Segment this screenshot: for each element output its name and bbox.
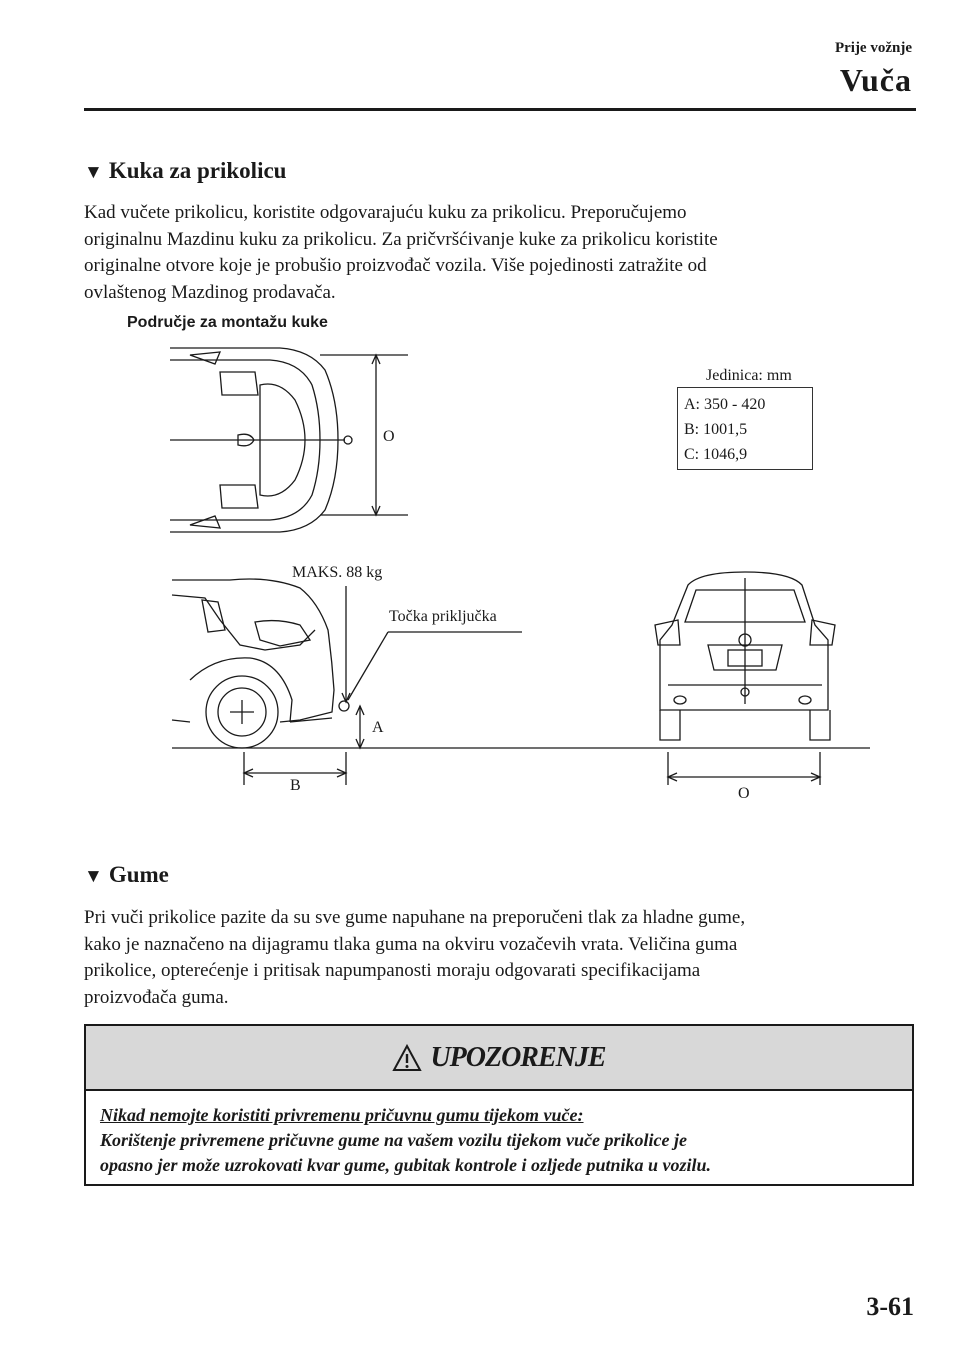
label-a: A [372, 719, 384, 736]
page-number: 3-61 [866, 1292, 914, 1321]
hitch-line: Kad vučete prikolicu, koristite odgovarajuću kuku za prikolicu. Preporučujemo [84, 202, 687, 223]
diagram-title: Područje za montažu kuke [127, 314, 328, 331]
tires-line: Pri vuči prikolice pazite da su sve gume napuhane na preporučeni tlak za hladne gume, [84, 907, 746, 928]
car-top-view [170, 348, 352, 532]
tires-heading-text: Gume [108, 862, 169, 887]
hitch-line: ovlaštenog Mazdinog prodavača. [84, 281, 336, 303]
label-b: B [290, 777, 301, 794]
tires-line: kako je naznačeno na dijagramu tlaka guma na okviru vozačevih vrata. Veličina guma [84, 933, 738, 955]
label-max-load: MAKS. 88 kg [292, 564, 383, 581]
dimension-values-box [677, 387, 813, 470]
tires-heading [84, 862, 169, 888]
unit-label: Jedinica: mm [706, 367, 792, 384]
warning-line: Korištenje privremene pričuvne gume na vašem vozilu tijekom vuče prikolice je [100, 1130, 687, 1150]
value-a: A: 350 - 420 [684, 396, 766, 413]
hitch-paragraph [84, 200, 904, 306]
hitch-line: originalnu Mazdinu kuku za prikolicu. Za pričvršćivanje kuke za prikolicu koristite [84, 228, 718, 250]
tires-line: proizvođača guma. [84, 986, 229, 1008]
header-rule [84, 108, 916, 111]
chapter-title: Prije vožnje [834, 40, 912, 56]
label-o-top: O [383, 428, 395, 445]
car-side-view [172, 579, 334, 748]
hitch-point-marker [339, 701, 349, 711]
warning-title: UPOZORENJE [430, 1041, 606, 1073]
label-o-bottom: O [738, 785, 750, 802]
value-c: C: 1046,9 [684, 446, 748, 463]
hitch-heading-text: Kuka za prikolicu [108, 158, 287, 183]
warning-heading: Nikad nemojte koristiti privremenu pričuvnu gumu tijekom vuče: [100, 1105, 584, 1125]
hitch-heading [84, 158, 286, 184]
section-title: Vuča [839, 62, 912, 98]
tires-paragraph [84, 905, 904, 1011]
hitch-line: originalne otvore koje je probušio proizvođač vozila. Više pojedinosti zatražite od [84, 255, 707, 276]
label-hitch-point: Točka priključka [389, 608, 497, 625]
triangle-down-icon: ▼ [84, 162, 103, 183]
warning-header [86, 1026, 912, 1091]
tires-line: prikolice, opterećenje i pritisak napumpanosti moraju odgovarati specifikacijama [84, 960, 701, 981]
warning-line: opasno jer može uzrokovati kvar gume, gubitak kontrole i ozljede putnika u vozilu. [100, 1155, 712, 1175]
triangle-down-icon: ▼ [84, 866, 103, 887]
warning-body [86, 1091, 912, 1178]
value-b: B: 1001,5 [684, 421, 748, 438]
warning-triangle-icon [392, 1044, 422, 1072]
hitch-leader [348, 632, 388, 700]
warning-box [84, 1024, 914, 1186]
